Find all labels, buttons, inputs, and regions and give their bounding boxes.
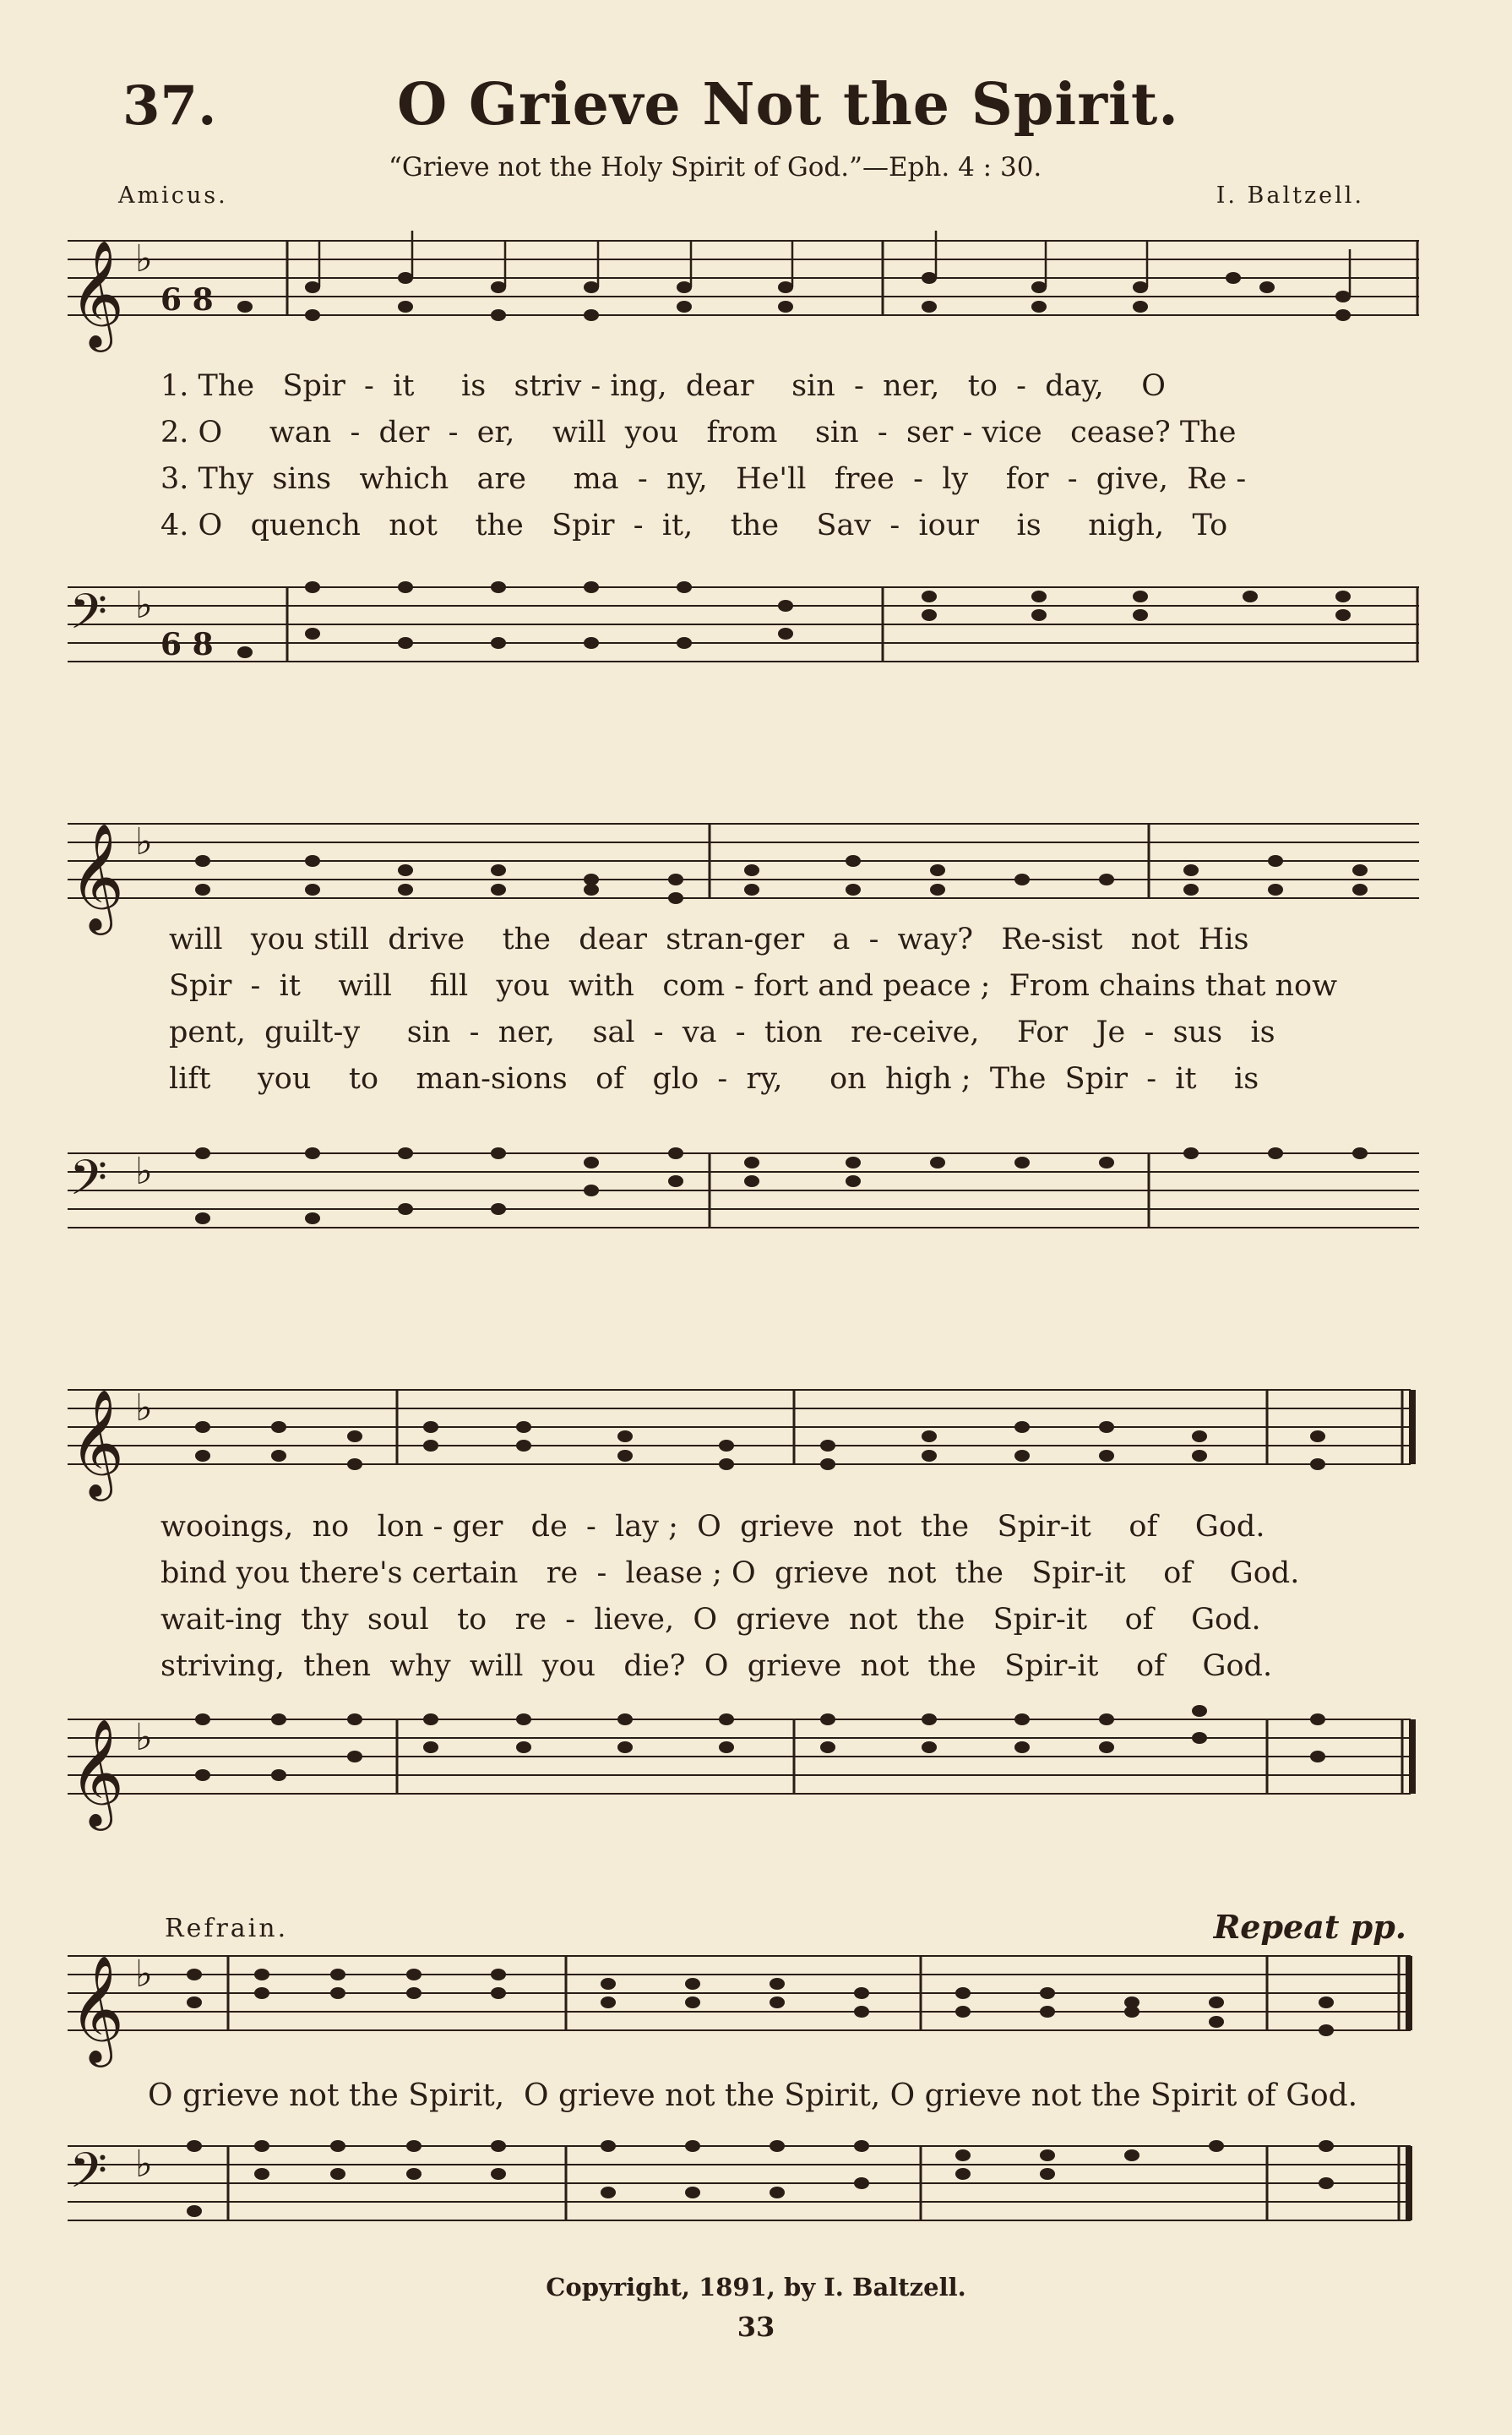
- bass-staff: [68, 583, 1419, 662]
- bass-key-signature-flat: ♭: [135, 584, 153, 627]
- verse-3-line-2: pent, guilt-y sin - ner, sal - va - tion re-ceive, For Je - sus is: [169, 1016, 1275, 1049]
- treble-notes: [187, 1969, 1334, 2036]
- music-system-3: [51, 1365, 1419, 1838]
- verse-4-line-2: lift you to man-sions of glo - ry, on high ; The Spir - it is: [169, 1062, 1259, 1096]
- verse-4-line-1: 4. O quench not the Spir - it, the Sav - iour is nigh, To: [160, 509, 1228, 542]
- hymn-title: O Grieve Not the Spirit.: [397, 71, 1179, 139]
- bass-key-signature-flat: ♭: [135, 2143, 153, 2186]
- key-signature-flat: ♭: [135, 820, 153, 863]
- page-number: 33: [737, 2311, 775, 2343]
- bass-clef: 𝄢: [69, 2142, 108, 2211]
- verse-3-line-3: wait-ing thy soul to re - lieve, O grieve not the Spir-it of God.: [160, 1603, 1261, 1637]
- bass-clef: 𝄢: [69, 1149, 108, 1218]
- bass-key-signature-flat: ♭: [135, 1150, 153, 1193]
- lower-notes: [195, 1705, 1325, 1781]
- verse-4-line-3: striving, then why will you die? O grieve not the Spir-it of God.: [160, 1649, 1273, 1683]
- verse-1-line-1: 1. The Spir - it is striv - ing, dear sin - ner, to - day, O: [160, 369, 1166, 403]
- tune-name: Amicus.: [118, 182, 228, 209]
- key-signature-flat: ♭: [135, 1953, 153, 1996]
- repeat-direction: Repeat pp.: [1213, 1908, 1406, 1946]
- bass-notes: [237, 581, 1351, 658]
- bass-staff: [68, 1716, 1412, 1831]
- music-system-2: [51, 798, 1419, 1255]
- verse-1-line-2: will you still drive the dear stran-ger a - way? Re-sist not His: [169, 923, 1249, 956]
- verse-1-line-3: wooings, no lon - ger de - lay ; O grieve not the Spir-it of God.: [160, 1510, 1265, 1544]
- scripture-epigraph: “Grieve not the Holy Spirit of God.”—Eph. 4 : 30.: [389, 152, 1042, 182]
- bass-staff: [68, 2142, 1411, 2220]
- verse-3-line-1: 3. Thy sins which are ma - ny, He'll free - ly for - give, Re -: [160, 462, 1247, 496]
- key-signature-flat: ♭: [135, 237, 153, 281]
- refrain-label: Refrain.: [165, 1914, 289, 1943]
- bass-notes: [187, 2140, 1334, 2217]
- verse-2-line-1: 2. O wan - der - er, will you from sin - ser - vice cease? The: [160, 416, 1237, 449]
- copyright-notice: Copyright, 1891, by I. Baltzell.: [546, 2273, 966, 2302]
- treble-notes: [237, 231, 1351, 321]
- verse-lyrics-system-1: [160, 363, 1246, 549]
- lower-key-signature-flat: ♭: [135, 1716, 153, 1759]
- bass-clef: 𝄢: [69, 583, 108, 652]
- bass-time-signature: 6 8: [160, 627, 214, 662]
- bass-notes: [195, 1147, 1368, 1224]
- music-system-1: [51, 215, 1419, 689]
- treble-clef: 𝄞: [69, 1388, 125, 1496]
- treble-staff: [68, 1953, 1411, 2067]
- composer-credit: I. Baltzell.: [1216, 182, 1364, 209]
- refrain-lyrics: O grieve not the Spirit, O grieve not the Spirit, O grieve not the Spirit of God.: [148, 2078, 1358, 2113]
- key-signature-flat: ♭: [135, 1386, 153, 1430]
- treble-clef-lower: 𝄞: [69, 1718, 125, 1826]
- verse-2-line-2: Spir - it will fill you with com - fort and peace ; From chains that now: [169, 969, 1338, 1003]
- verse-lyrics-system-2: [169, 917, 1337, 1103]
- treble-staff: [68, 1386, 1412, 1501]
- verse-lyrics-system-3: [160, 1504, 1299, 1690]
- bass-staff: [68, 1149, 1419, 1228]
- treble-clef: 𝄞: [69, 822, 125, 930]
- treble-clef: 𝄞: [69, 239, 125, 347]
- treble-staff: [68, 237, 1419, 352]
- treble-clef: 𝄞: [69, 1954, 125, 2062]
- time-signature: 6 8: [160, 282, 214, 318]
- hymn-number: 37.: [122, 74, 217, 138]
- verse-2-line-3: bind you there's certain re - lease ; O grieve not the Spir-it of God.: [160, 1556, 1300, 1590]
